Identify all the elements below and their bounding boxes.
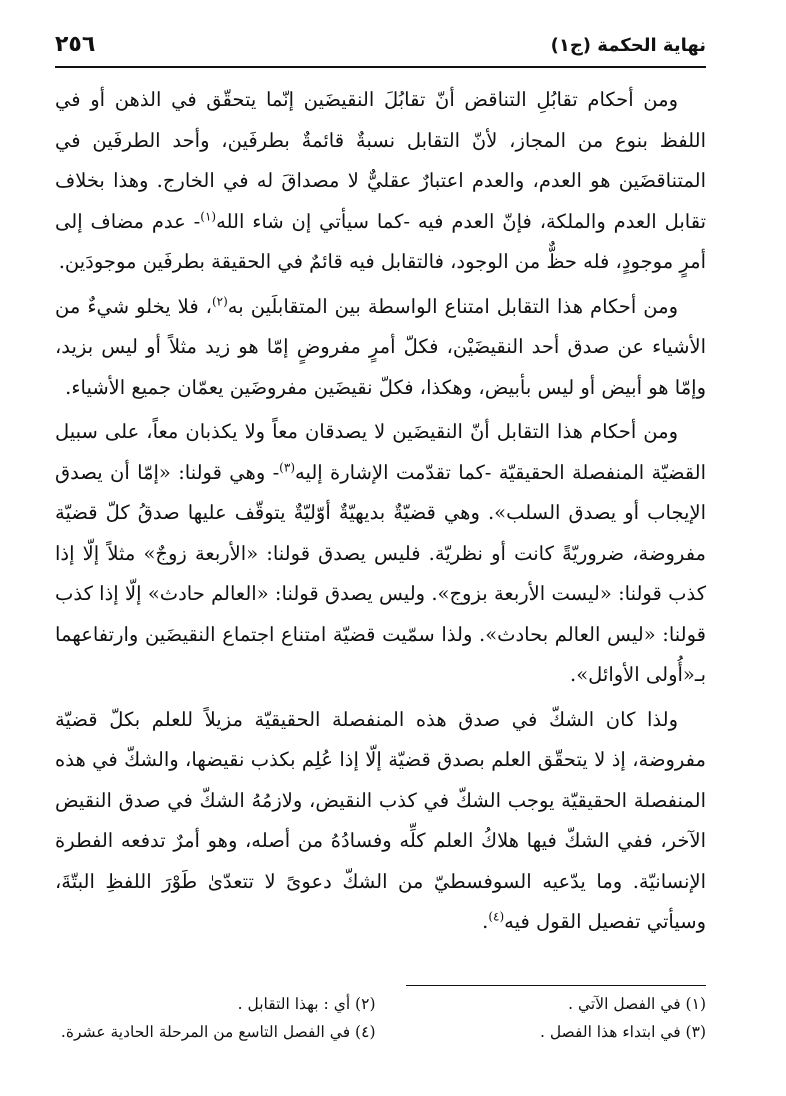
- paragraph-text: - عدم مضاف إلى أمرٍ موجودٍ، فله حظٌّ من الوجود، فالتقابل فيه قائمٌ في الحقيقة بطرفَين موجودَين.: [55, 209, 706, 273]
- page-number: ٢٥٦: [55, 32, 96, 57]
- paragraph-text: ومن أحكام تقابُلِ التناقض أنّ تقابُلَ النقيضَين إنّما يتحقّق في الذهن أو في اللفظ بنوع من المجاز، لأنّ التقابل نسبةٌ قائمةٌ بطرفَين، وأحد الطرفَين في المتناقضَين هو العدم، والعدم اعتبارٌ عقليٌّ لا مصداقَ له في الخارج. وهذا بخلاف تقابل العدم والملكة، فإنّ العدم فيه -كما سيأتي إن شاء الله: [55, 88, 706, 233]
- footnote-marker: (٣): [279, 460, 295, 474]
- footnote-marker: (٤): [488, 909, 505, 924]
- footnote-divider: [406, 985, 706, 986]
- paragraph-text: ، فلا يخلو شيءٌ من الأشياء عن صدق أحد النقيضَيْن، فكلّ أمرٍ مفروضٍ إمّا هو زيد مثلاً أو ليس بزيد، وإمّا هو أبيض أو ليس بأبيض، وهكذا، فكلّ نقيضَين مفروضَين يعمّان جميع الأشياء.: [55, 294, 706, 399]
- main-text: [55, 80, 706, 947]
- footnote-marker: (٢): [211, 294, 228, 308]
- footnote-row: [55, 990, 706, 1018]
- paragraph-text: ومن أحكام هذا التقابل أنّ النقيضَين لا يصدقان معاً ولا يكذبان معاً، على سبيل القضيّة المنفصلة الحقيقيّة -كما تقدّمت الإشارة إليه: [55, 420, 706, 484]
- footnote-marker: (١): [200, 209, 217, 223]
- paragraph-text: .: [482, 910, 489, 933]
- paragraph: [55, 287, 706, 409]
- footnote-1: (١) في الفصل الآتي .: [568, 995, 706, 1013]
- footnote-2: (٢) أي : بهذا التقابل .: [237, 995, 376, 1013]
- footnote-3: (٣) في ابتداء هذا الفصل .: [539, 1023, 706, 1041]
- header-title: نهاية الحكمة (ج١): [550, 35, 706, 56]
- paragraph: [55, 412, 706, 696]
- footnote-row: [55, 1018, 706, 1046]
- paragraph-text: - وهي قولنا: «إمّا أن يصدق الإيجاب أو يصدق السلب». وهي قضيّةٌ بديهيّةٌ أوّليّةٌ يتوقّف عليها صدقُ كلّ قضيّة مفروضة، ضروريّةً كانت أو نظريّة. فليس يصدق قولنا: «الأربعة زوجٌ» مثلاً إلّا إذا كذب قولنا: «ليست الأربعة بزوج». وليس يصدق قولنا: «العالم حادث» إلّا إذا كذب قولنا: «ليس العالم بحادث». ولذا سمّيت قضيّة امتناع اجتماع النقيضَين وارتفاعهما بـ«أُولى الأوائل».: [55, 460, 706, 686]
- paragraph-text: ومن أحكام هذا التقابل امتناع الواسطة بين المتقابلَين به: [227, 294, 678, 318]
- footnotes: [55, 990, 706, 1046]
- paragraph-text: ولذا كان الشكّ في صدق هذه المنفصلة الحقيقيّة مزيلاً للعلم بكلّ قضيّة مفروضة، إذ لا يتحقّق العلم بصدق قضيّة إلّا إذا عُلِم بكذب نقيضها، والشكّ في هذه المنفصلة الحقيقيّة يوجب الشكّ في كذب النقيض، ولازمُهُ الشكّ في صدق النقيض الآخر، ففي الشكّ فيها هلاكُ العلم كلِّه وفسادُهُ من أصله، وهو أمرٌ تدفعه الفطرة الإنسانيّة. وما يدّعيه السوفسطيّ من الشكّ دعوىً لا تتعدّىٰ طَوْرَ اللفظِ البتّةَ، وسيأتي تفصيل القول فيه: [55, 707, 706, 933]
- footnote-4: (٤) في الفصل التاسع من المرحلة الحادية عشرة.: [60, 1023, 376, 1041]
- running-header: [55, 30, 706, 68]
- paragraph: [55, 700, 706, 943]
- paragraph: [55, 80, 706, 283]
